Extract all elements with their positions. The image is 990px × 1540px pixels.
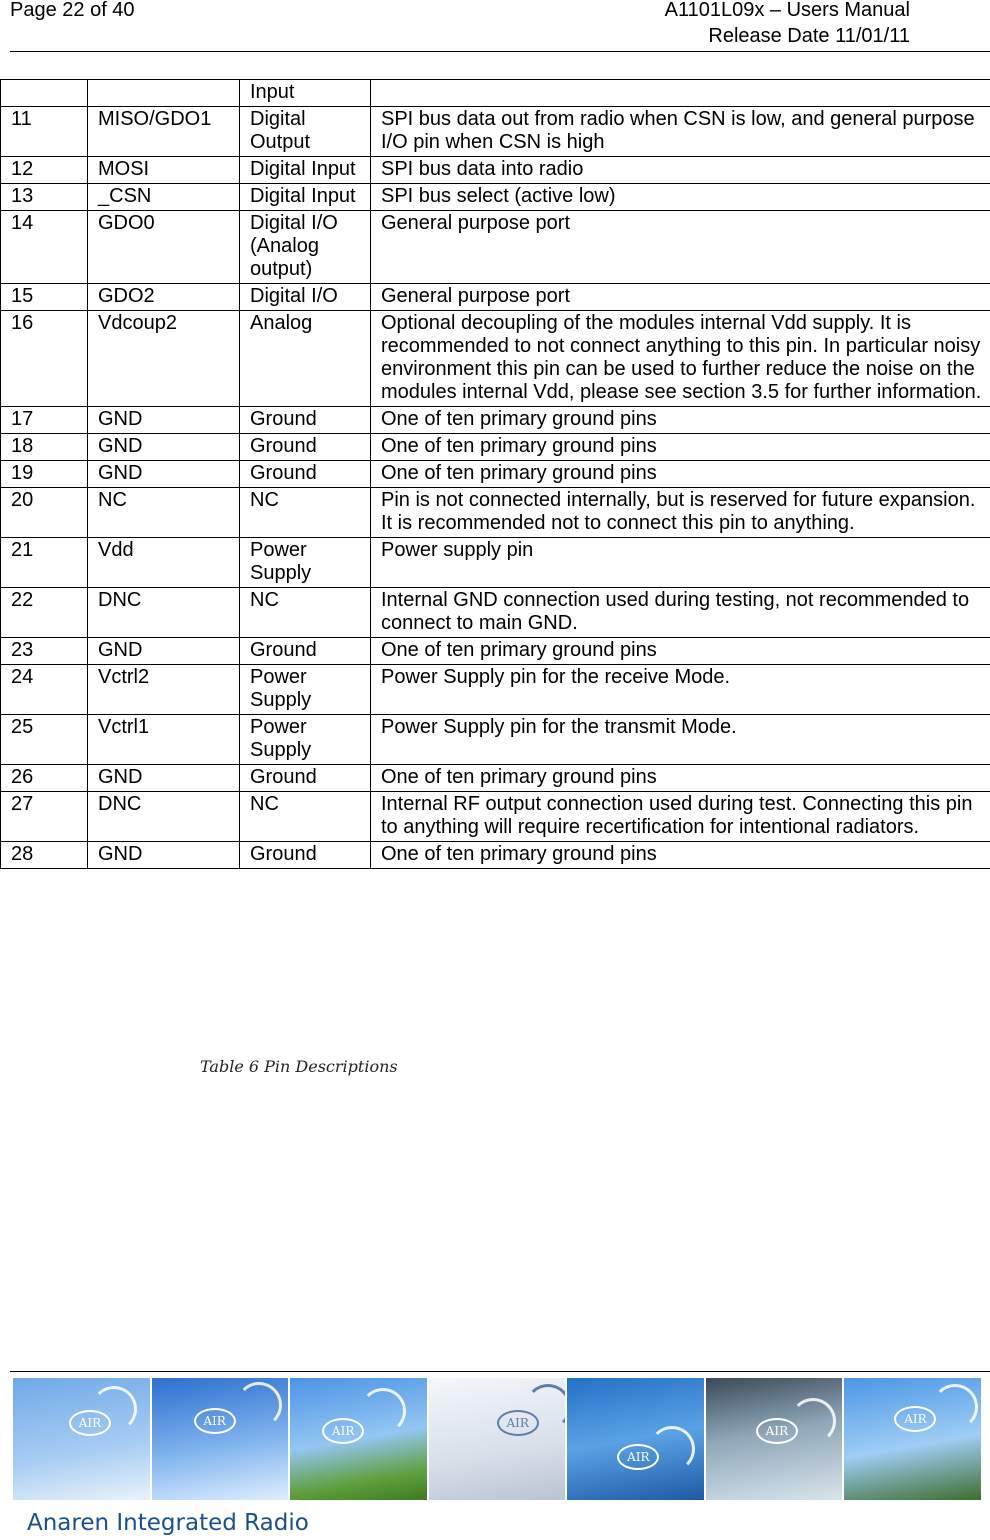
pin-description-cell: One of ten primary ground pins: [371, 461, 990, 488]
pin-number-cell: 20: [1, 488, 88, 538]
pin-name-cell: GND: [88, 434, 240, 461]
pin-name-cell: GND: [88, 765, 240, 792]
document-title: A1101L09x – Users Manual: [664, 0, 910, 21]
pin-type-cell: Digital Output: [240, 107, 371, 157]
pin-type-cell: Digital I/O (Analog output): [240, 211, 371, 284]
air-logo-icon: AIR: [69, 1410, 111, 1436]
pin-number-cell: 19: [1, 461, 88, 488]
pin-number-cell: 17: [1, 407, 88, 434]
pin-number-cell: 21: [1, 538, 88, 588]
pin-description-cell: Optional decoupling of the modules internal Vdd supply. It is recommended to not connect anything to this pin. In particular noisy environment this pin can be used to further reduce the noise on the modules internal Vdd, please see section 3.5 for further information.: [371, 311, 990, 407]
pin-type-cell: Ground: [240, 638, 371, 665]
air-logo-icon: AIR: [194, 1408, 236, 1434]
pin-description-table: [0, 79, 990, 869]
banner-tile-rollerblader: [844, 1378, 981, 1500]
pin-description-cell: General purpose port: [371, 284, 990, 311]
pin-name-cell: [88, 80, 240, 107]
banner-tile-windsurfer: [567, 1378, 704, 1500]
pin-description-cell: Internal RF output connection used during test. Connecting this pin to anything will require recertification for intentional radiators.: [371, 792, 990, 842]
air-logo-icon: AIR: [617, 1444, 659, 1470]
pin-number-cell: 14: [1, 211, 88, 284]
table-row: [1, 80, 990, 107]
pin-name-cell: DNC: [88, 588, 240, 638]
pin-number-cell: 25: [1, 715, 88, 765]
pin-name-cell: GND: [88, 842, 240, 869]
pin-description-cell: SPI bus data into radio: [371, 157, 990, 184]
table-row: [1, 792, 990, 842]
pin-type-cell: Digital Input: [240, 184, 371, 211]
pin-name-cell: DNC: [88, 792, 240, 842]
banner-tile-kayaker: [706, 1378, 843, 1500]
table-row: [1, 765, 990, 792]
pin-name-cell: GND: [88, 461, 240, 488]
pin-name-cell: Vdcoup2: [88, 311, 240, 407]
air-logo-icon: AIR: [756, 1418, 798, 1444]
air-logo-icon: AIR: [497, 1410, 539, 1436]
pin-number-cell: 23: [1, 638, 88, 665]
pin-type-cell: Power Supply: [240, 538, 371, 588]
table-row: [1, 184, 990, 211]
pin-name-cell: Vctrl1: [88, 715, 240, 765]
table-row: [1, 488, 990, 538]
air-logo-icon: AIR: [322, 1418, 364, 1444]
radio-wave-icon: [236, 1382, 282, 1428]
footer-divider: [10, 1371, 990, 1372]
pin-type-cell: Ground: [240, 407, 371, 434]
radio-wave-icon: [649, 1426, 695, 1472]
table-caption: Table 6 Pin Descriptions: [200, 1057, 398, 1076]
banner-tile-cyclist: [290, 1378, 427, 1500]
pin-type-cell: NC: [240, 488, 371, 538]
pin-name-cell: GDO0: [88, 211, 240, 284]
table-row: [1, 538, 990, 588]
radio-wave-icon: [360, 1388, 406, 1434]
pin-description-cell: One of ten primary ground pins: [371, 638, 990, 665]
pin-number-cell: 13: [1, 184, 88, 211]
pin-type-cell: Analog: [240, 311, 371, 407]
pin-number-cell: 15: [1, 284, 88, 311]
banner-tile-snowboarder: [429, 1378, 566, 1500]
release-date: Release Date 11/01/11: [708, 25, 910, 47]
pin-description-cell: Pin is not connected internally, but is reserved for future expansion. It is recommended not to connect this pin to anything.: [371, 488, 990, 538]
pin-type-cell: Ground: [240, 434, 371, 461]
pin-description-cell: Power Supply pin for the transmit Mode.: [371, 715, 990, 765]
header-divider: [10, 51, 990, 52]
pin-type-cell: Power Supply: [240, 715, 371, 765]
pin-name-cell: GND: [88, 638, 240, 665]
table-row: [1, 461, 990, 488]
pin-number-cell: 16: [1, 311, 88, 407]
pin-description-cell: One of ten primary ground pins: [371, 765, 990, 792]
table-row: [1, 665, 990, 715]
table-row: [1, 107, 990, 157]
table-row: [1, 434, 990, 461]
pin-type-cell: Ground: [240, 842, 371, 869]
table-row: [1, 211, 990, 284]
pin-name-cell: _CSN: [88, 184, 240, 211]
pin-number-cell: 18: [1, 434, 88, 461]
pin-type-cell: NC: [240, 588, 371, 638]
pin-number-cell: 27: [1, 792, 88, 842]
table-row: [1, 284, 990, 311]
pin-description-cell: General purpose port: [371, 211, 990, 284]
pin-name-cell: GND: [88, 407, 240, 434]
pin-description-cell: Power Supply pin for the receive Mode.: [371, 665, 990, 715]
pin-name-cell: MISO/GDO1: [88, 107, 240, 157]
air-logo-icon: AIR: [894, 1406, 936, 1432]
banner-tile-skier: [152, 1378, 289, 1500]
radio-wave-icon: [790, 1398, 836, 1444]
pin-name-cell: Vdd: [88, 538, 240, 588]
pin-name-cell: GDO2: [88, 284, 240, 311]
pin-table-body: [1, 80, 990, 869]
table-row: [1, 311, 990, 407]
pin-description-cell: One of ten primary ground pins: [371, 434, 990, 461]
pin-number-cell: 24: [1, 665, 88, 715]
pin-description-cell: Power supply pin: [371, 538, 990, 588]
pin-type-cell: Input: [240, 80, 371, 107]
footer-banner: [13, 1378, 981, 1500]
pin-type-cell: Power Supply: [240, 665, 371, 715]
pin-type-cell: Ground: [240, 765, 371, 792]
brand-name: Anaren Integrated Radio: [27, 1510, 309, 1536]
pin-description-cell: [371, 80, 990, 107]
table-row: [1, 842, 990, 869]
page-number: Page 22 of 40: [10, 0, 135, 21]
pin-number-cell: 12: [1, 157, 88, 184]
pin-number-cell: 22: [1, 588, 88, 638]
pin-type-cell: NC: [240, 792, 371, 842]
table-row: [1, 638, 990, 665]
pin-type-cell: Ground: [240, 461, 371, 488]
pin-number-cell: [1, 80, 88, 107]
pin-description-cell: SPI bus data out from radio when CSN is low, and general purpose I/O pin when CSN is high: [371, 107, 990, 157]
pin-name-cell: Vctrl2: [88, 665, 240, 715]
banner-tile-skateboarder: [13, 1378, 150, 1500]
table-row: [1, 588, 990, 638]
table-row: [1, 715, 990, 765]
pin-description-cell: One of ten primary ground pins: [371, 842, 990, 869]
pin-number-cell: 28: [1, 842, 88, 869]
pin-number-cell: 11: [1, 107, 88, 157]
pin-description-cell: SPI bus select (active low): [371, 184, 990, 211]
pin-name-cell: NC: [88, 488, 240, 538]
pin-description-cell: One of ten primary ground pins: [371, 407, 990, 434]
pin-number-cell: 26: [1, 765, 88, 792]
pin-type-cell: Digital Input: [240, 157, 371, 184]
table-row: [1, 407, 990, 434]
pin-type-cell: Digital I/O: [240, 284, 371, 311]
pin-description-cell: Internal GND connection used during testing, not recommended to connect to main GND.: [371, 588, 990, 638]
page-header: [10, 0, 990, 52]
table-row: [1, 157, 990, 184]
radio-wave-icon: [932, 1384, 978, 1430]
pin-name-cell: MOSI: [88, 157, 240, 184]
